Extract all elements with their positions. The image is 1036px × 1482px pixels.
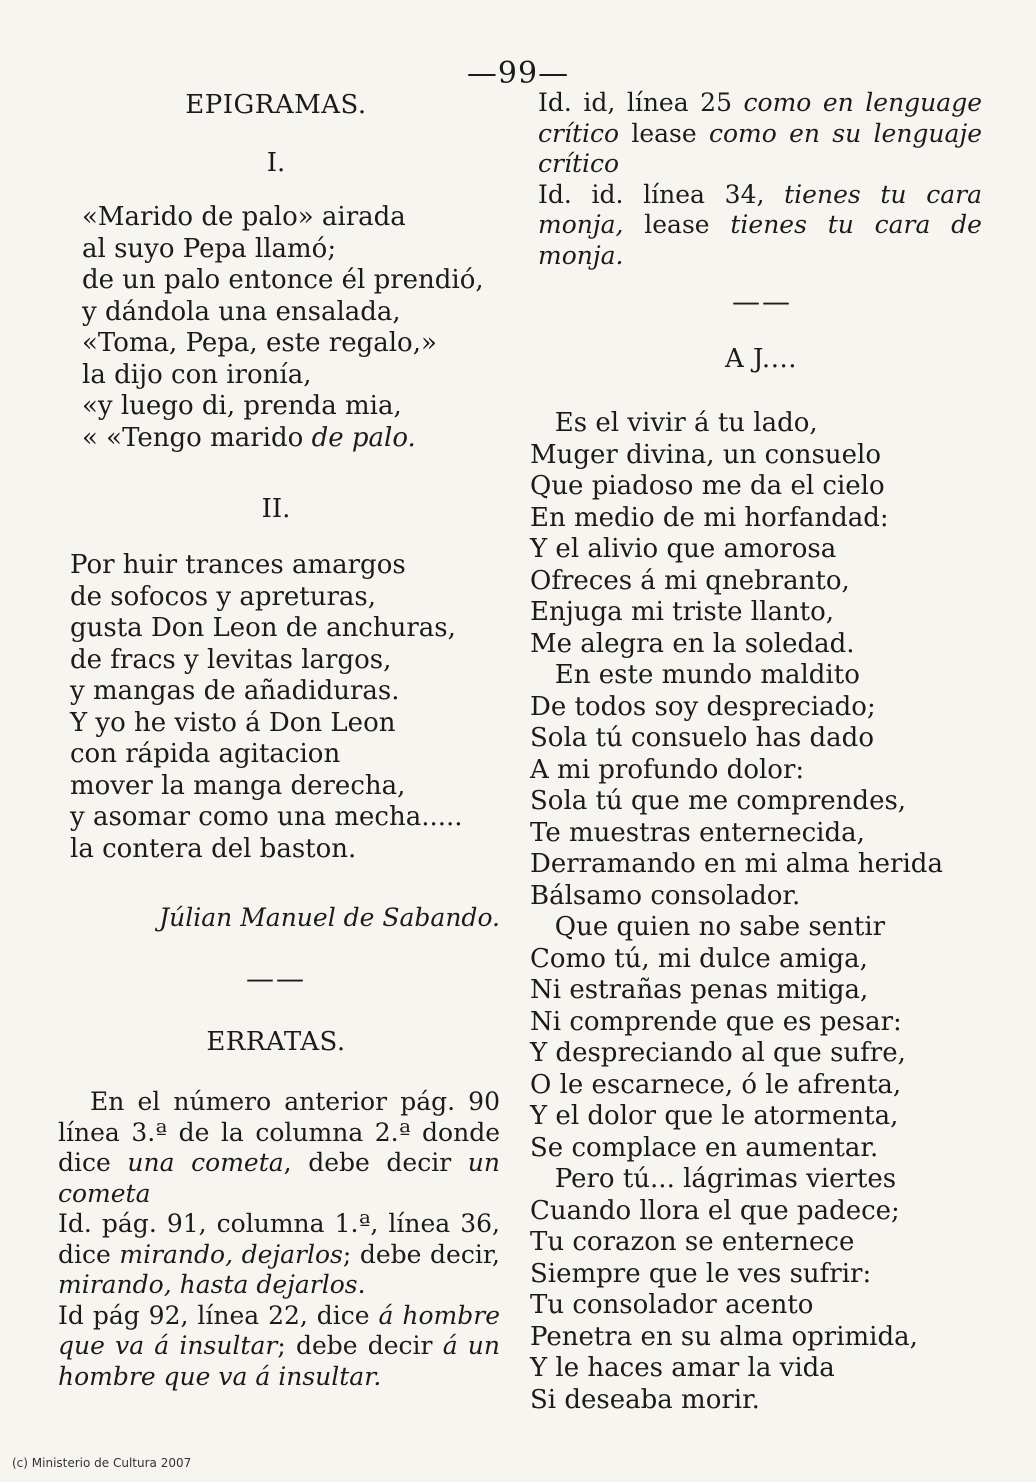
verse-line: gusta Don Leon de anchuras, <box>70 613 456 643</box>
errata-italic: á hombre que va á insultar <box>58 1300 500 1360</box>
epigrams-heading: EPIGRAMAS. <box>185 90 367 120</box>
errata-italic: mirando, hasta dejarlos <box>58 1270 358 1299</box>
poem-line: En medio de mi horfandad: <box>530 502 889 533</box>
errata-italic: como en lenguage crítico <box>538 88 982 148</box>
poem-line: Derramando en mi alma herida <box>530 849 943 879</box>
verse-line: de un palo entonce él prendió, <box>82 265 484 295</box>
errata-italic: un cometa <box>58 1148 500 1208</box>
errata-text-run: , debe decir <box>283 1148 468 1177</box>
errata-entry <box>538 180 982 272</box>
separator: —— <box>732 285 792 318</box>
verse-text: « «Tengo marido <box>82 422 312 453</box>
verse-line: «y luego di, prenda mia, <box>82 391 402 421</box>
epigram-2-numeral: II. <box>261 494 291 524</box>
verse-line: «Toma, Pepa, este regalo,» <box>82 328 437 358</box>
copyright-notice: (c) Ministerio de Cultura 2007 <box>12 1456 192 1470</box>
errata-text-run: . <box>357 1270 366 1299</box>
poem-line: Enjuga mi triste llanto, <box>530 597 835 627</box>
poem-line: Muger divina, un consuelo <box>530 439 881 470</box>
poem-line: Se complace en aumentar. <box>530 1132 879 1163</box>
poem-line: Ni comprende que es pesar: <box>530 1006 902 1037</box>
verse-line: y mangas de añadiduras. <box>70 676 400 706</box>
errata-italic: como en su lenguaje crítico <box>538 118 982 178</box>
verse-line: de fracs y levitas largos, <box>70 644 392 675</box>
poem-line: En este mundo maldito <box>530 660 860 690</box>
right-column <box>512 88 982 1416</box>
errata-heading: ERRATAS. <box>206 1027 346 1057</box>
errata-text-run: lease <box>623 210 731 239</box>
poem-line: Que quien no sabe sentir <box>530 912 886 942</box>
poem-line: Ofreces á mi qnebranto, <box>530 565 850 596</box>
verse-line: mover la manga derecha, <box>70 770 406 801</box>
errata-entry <box>58 1209 500 1301</box>
poem-line: Y le haces amar la vida <box>530 1353 835 1383</box>
page-number: —99— <box>466 56 570 91</box>
poem-line: Es el vivir á tu lado, <box>530 408 818 438</box>
errata-italic: tienes tu cara de monja. <box>538 210 982 270</box>
errata-text-run: Id pág 92, línea 22, dice <box>58 1300 379 1330</box>
errata-italic: á un hombre que va á insultar. <box>58 1331 500 1391</box>
poem-line: O le escarnece, ó le afrenta, <box>530 1069 902 1100</box>
poem-line: Ni estrañas penas mitiga, <box>530 975 869 1005</box>
poem-line: Te muestras enternecida, <box>530 817 865 848</box>
poem-line: Que piadoso me da el cielo <box>530 471 885 501</box>
poem-line: Pero tú... lágrimas viertes <box>530 1164 897 1194</box>
poem-line: De todos soy despreciado; <box>530 691 876 722</box>
poem-line: Siempre que le ves sufrir: <box>530 1258 872 1289</box>
verse-line: Por huir trances amargos <box>70 550 406 580</box>
epigram-2 <box>52 550 500 865</box>
poem-line: Y el alivio que amorosa <box>530 534 837 564</box>
poem-line: Sola tú que me comprendes, <box>530 786 907 816</box>
errata-entry <box>58 1087 500 1209</box>
left-column <box>52 88 500 1392</box>
poem-line: Como tú, mi dulce amiga, <box>530 943 868 974</box>
poem <box>512 408 982 1416</box>
poem-line: Me alegra en la soledad. <box>530 628 855 659</box>
verse-line: y dándola una ensalada, <box>82 296 401 327</box>
poem-line: Tu consolador acento <box>530 1290 814 1320</box>
verse-line: la dijo con ironía, <box>82 359 312 390</box>
poem-line: Y despreciando al que sufre, <box>530 1038 906 1068</box>
verse-line: con rápida agitacion <box>70 739 341 769</box>
poem-line: Bálsamo consolador. <box>530 880 801 911</box>
verse-line: y asomar como una mecha..... <box>70 802 463 832</box>
verse-line: al suyo Pepa llamó; <box>82 233 337 264</box>
epigram-1-numeral: I. <box>266 148 286 178</box>
errata-continued <box>512 88 982 271</box>
verse-italic: de palo. <box>311 422 416 453</box>
poem-line: Cuando llora el que padece; <box>530 1195 900 1226</box>
errata-italic: una cometa <box>127 1148 284 1177</box>
errata-italic: mirando, dejarlos <box>119 1239 343 1269</box>
separator: —— <box>246 962 306 995</box>
errata-text <box>52 1087 500 1392</box>
verse-line <box>82 423 500 455</box>
errata-text-run: Id. pág. 91, columna 1.ª, línea 36, dice <box>58 1209 500 1269</box>
poem-title: A J.... <box>724 344 797 374</box>
author-signature: Júlian Manuel de Sabando. <box>159 903 500 932</box>
errata-entry <box>538 88 982 180</box>
errata-text-run: lease <box>619 118 709 148</box>
poem-line: Si deseaba morir. <box>530 1384 760 1415</box>
errata-text-run: Id. id, línea 25 <box>538 88 744 117</box>
poem-line: Sola tú consuelo has dado <box>530 723 874 753</box>
errata-text-run: ; debe decir, <box>342 1239 500 1269</box>
errata-italic: tienes tu cara monja, <box>538 179 982 239</box>
epigram-1 <box>52 202 500 454</box>
poem-line: Tu corazon se enternece <box>530 1227 855 1257</box>
verse-line: «Marido de palo» airada <box>82 202 406 232</box>
errata-text-run: Id. id. línea 34, <box>538 179 785 209</box>
errata-text-run: En el número anterior pág. 90 línea 3.ª de la columna 2.ª donde dice <box>58 1087 500 1177</box>
poem-line: A mi profundo dolor: <box>530 754 805 785</box>
poem-line: Y el dolor que le atormenta, <box>530 1101 899 1131</box>
errata-text-run: ; debe decir <box>277 1331 443 1360</box>
verse-line: Y yo he visto á Don Leon <box>70 707 396 738</box>
errata-entry <box>58 1301 500 1393</box>
verse-line: la contera del baston. <box>70 833 357 864</box>
poem-line: Penetra en su alma oprimida, <box>530 1321 918 1352</box>
verse-line: de sofocos y apreturas, <box>70 581 377 612</box>
